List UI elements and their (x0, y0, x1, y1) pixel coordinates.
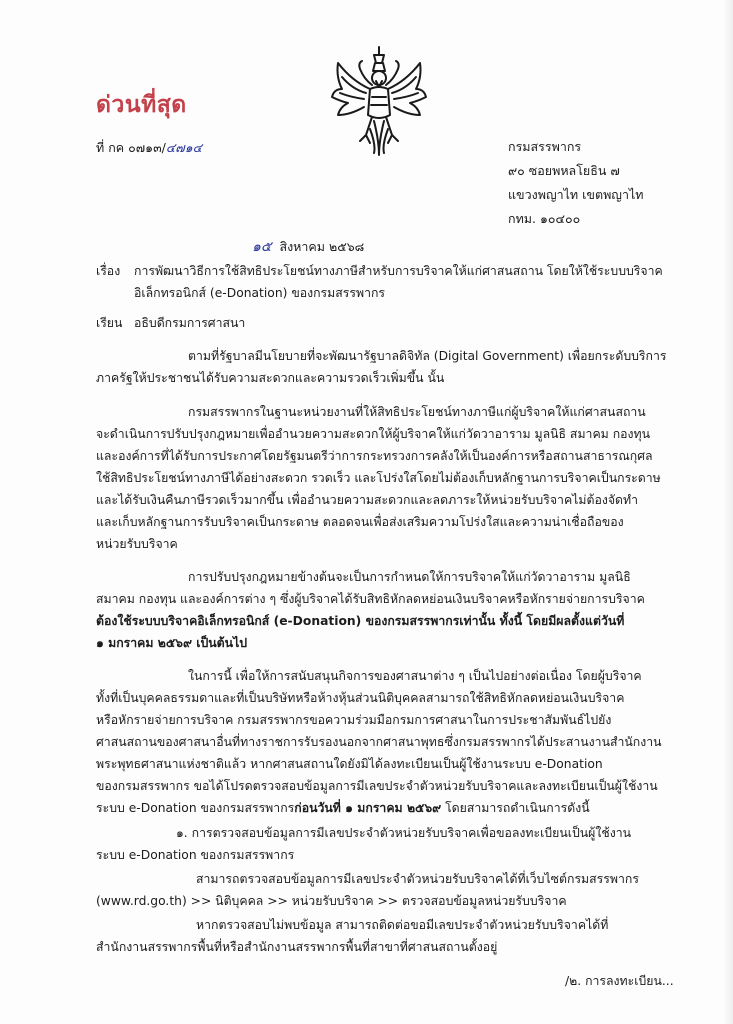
address-line-3: แขวงพญาไท เขตพญาไท (508, 187, 644, 202)
date-month-year: สิงหาคม ๒๕๖๘ (279, 239, 365, 254)
item1-line-1: ๑. การตรวจสอบข้อมูลการมีเลขประจำตัวหน่วยรับบริจาคเพื่อขอลงทะเบียนเป็นผู้ใช้งาน (176, 826, 632, 840)
para4-line-7 (96, 798, 590, 818)
para3-line-1: การปรับปรุงกฎหมายข้างต้นจะเป็นการกำหนดให้การบริจาคให้แก่วัดวาอาราม มูลนิธิ (188, 570, 631, 584)
para4-last-pre: ระบบ e-Donation ของกรมสรรพากร (96, 801, 295, 815)
para4-last-post: โดยสามารถดำเนินการดังนี้ (441, 801, 590, 815)
para4-line-5: พระพุทธศาสนาแห่งชาติแล้ว หากศาสนสถานใดยังมิได้ลงทะเบียนเป็นผู้ใช้งานระบบ e-Donation (96, 757, 603, 771)
garuda-emblem-icon (330, 45, 428, 157)
reference-prefix: ที่ กค ๐๗๑๓/ (96, 140, 166, 155)
para2-line-6: และเก็บหลักฐานการรับบริจาคเป็นกระดาษ ตลอดจนเพื่อส่งเสริมความโปร่งใสและความน่าเชื่อถือของ (96, 515, 624, 529)
para1-line-1: ตามที่รัฐบาลมีนโยบายที่จะพัฒนารัฐบาลดิจิทัล (Digital Government) เพื่อยกระดับบริการ (188, 349, 667, 363)
para3-line-2: สมาคม กองทุน และองค์การต่าง ๆ ซึ่งผู้บริจาคได้รับสิทธิหักลดหย่อนเงินบริจาคหรือหักรายจ่ายการบริจาค (96, 592, 645, 606)
para3-line-3-bold: ต้องใช้ระบบบริจาคอิเล็กทรอนิกส์ (e-Donation) ของกรมสรรพากรเท่านั้น ทั้งนี้ โดยมีผลตั้งแต่วันที่ (96, 614, 625, 628)
reference-number (96, 138, 202, 158)
address-line-2: ๙๐ ซอยพหลโยธิน ๗ (508, 163, 620, 178)
para3-line-4-bold: ๑ มกราคม ๒๕๖๙ เป็นต้นไป (96, 636, 248, 650)
para2-line-7: หน่วยรับบริจาค (96, 537, 178, 551)
continuation-marker: /๒. การลงทะเบียน... (565, 974, 674, 988)
para2-line-1: กรมสรรพากรในฐานะหน่วยงานที่ให้สิทธิประโยชน์ทางภาษีแก่ผู้บริจาคให้แก่ศาสนสถาน (188, 405, 646, 419)
item1-line-4: (www.rd.go.th) >> นิติบุคคล >> หน่วยรับบริจาค >> ตรวจสอบข้อมูลหน่วยรับบริจาค (96, 894, 567, 908)
item1-line-3: สามารถตรวจสอบข้อมูลการมีเลขประจำตัวหน่วยรับบริจาคได้ที่เว็บไซต์กรมสรรพากร (196, 872, 639, 886)
urgency-stamp: ด่วนที่สุด (96, 92, 187, 118)
para4-line-1: ในการนี้ เพื่อให้การสนับสนุนกิจการของศาสนาต่าง ๆ เป็นไปอย่างต่อเนื่อง โดยผู้บริจาค (188, 669, 642, 683)
date-day-handwritten: ๑๕ (252, 239, 272, 255)
item1-line-5: หากตรวจสอบไม่พบข้อมูล สามารถติดต่อขอมีเลขประจำตัวหน่วยรับบริจาคได้ที่ (196, 918, 609, 932)
letter-date (252, 236, 364, 258)
para2-line-5: และได้รับเงินคืนภาษีรวดเร็วมากขึ้น เพื่ออำนวยความสะดวกและลดภาระให้หน่วยรับบริจาคไม่ต้องจัดทำ (96, 493, 639, 507)
para4-line-3: หรือหักรายจ่ายการบริจาค กรมสรรพากรขอความร่วมมือกรมการศาสนาในการประชาสัมพันธ์ไปยัง (96, 713, 612, 727)
para2-line-4: ใช้สิทธิประโยชน์ทางภาษีได้อย่างสะดวก รวดเร็ว และโปร่งใสโดยไม่ต้องเก็บหลักฐานการบริจาคเป็นกระดาษ (96, 471, 661, 485)
para4-line-4: ศาสนสถานของศาสนาอื่นที่ทางราชการรับรองนอกจากศาสนาพุทธซึ่งกรมสรรพากรได้ประสานงานสำนักงาน (96, 735, 662, 749)
para2-line-3: และองค์การที่ได้รับการประกาศโดยรัฐมนตรีว่าการกระทรวงการคลังให้เป็นองค์การหรือสถานสาธารณกุศล (96, 449, 653, 463)
subject-line-1: การพัฒนาวิธีการใช้สิทธิประโยชน์ทางภาษีสำหรับการบริจาคให้แก่ศาสนสถาน โดยให้ใช้ระบบบริจาค (134, 264, 663, 278)
subject-label: เรื่อง (96, 264, 121, 278)
address-line-4: กทม. ๑๐๔๐๐ (508, 211, 581, 226)
para4-deadline-bold: ก่อนวันที่ ๑ มกราคม ๒๕๖๙ (294, 801, 442, 815)
para4-line-2: ทั้งที่เป็นบุคคลธรรมดาและที่เป็นบริษัทหรือห้างหุ้นส่วนนิติบุคคลสามารถใช้สิทธิหักลดหย่อนเงินบริจาค (96, 691, 625, 705)
item1-line-6: สำนักงานสรรพากรพื้นที่หรือสำนักงานสรรพากรพื้นที่สาขาที่ศาสนสถานตั้งอยู่ (96, 940, 498, 954)
subject-line-2: อิเล็กทรอนิกส์ (e-Donation) ของกรมสรรพากร (134, 286, 386, 300)
address-line-1: กรมสรรพากร (508, 139, 582, 154)
item1-line-2: ระบบ e-Donation ของกรมสรรพากร (96, 848, 295, 862)
para4-line-6: ของกรมสรรพากร ขอได้โปรดตรวจสอบข้อมูลการมีเลขประจำตัวหน่วยรับบริจาคและลงทะเบียนเป็นผู้ใช้งาน (96, 779, 658, 793)
para1-line-2: ภาครัฐให้ประชาชนได้รับความสะดวกและความรวดเร็วเพิ่มขึ้น นั้น (96, 371, 445, 385)
para2-line-2: จะดำเนินการปรับปรุงกฎหมายเพื่ออำนวยความสะดวกให้ผู้บริจาคให้แก่วัดวาอาราม มูลนิธิ สมาคม กองทุน (96, 427, 651, 441)
reference-handwritten-number: ๔๗๑๔ (165, 140, 203, 155)
recipient-label: เรียน (96, 316, 123, 330)
page-edge-shadow (723, 0, 733, 1024)
recipient-value: อธิบดีกรมการศาสนา (134, 316, 246, 330)
